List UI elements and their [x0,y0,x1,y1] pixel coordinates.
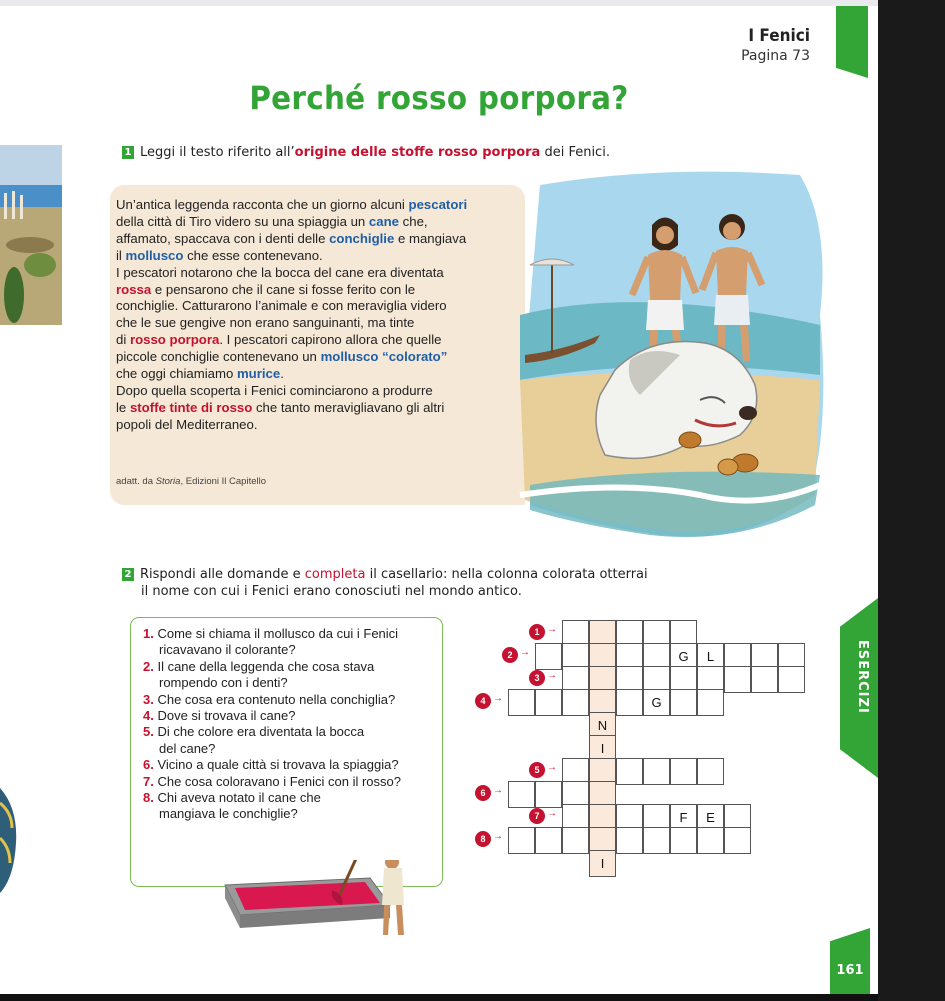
crossword-number-marker: 3 [529,670,545,686]
crossword-number-marker: 2 [502,647,518,663]
crossword-cell[interactable] [670,827,697,854]
exercise-1-number: 1 [122,146,134,159]
question-1: 1. Come si chiama il mollusco da cui i Fenici [143,626,399,641]
exercises-label: ESERCIZI [855,640,870,714]
question-3: 3. Che cosa era contenuto nella conchiglia? [143,691,396,707]
questions-list: 1. Come si chiama il mollusco da cui i Fenici ricavavano il colorante? 2. Il cane della leggenda che cosa stava rompendo con i denti? 3. Che cosa era contenuto nella conchiglia? 4. Dove si trovava il cane? 5. Di che colore era diventata la bocca del cane? 6. Vicino a quale città si trovava la spiaggia? 7. Che cosa coloravano i Fenici con il rosso? 8. Chi aveva notato il cane che mangiava le conchiglie? [143,626,443,823]
crossword-cell[interactable] [643,827,670,854]
crossword-cell[interactable] [616,689,643,716]
crossword-cell[interactable]: F [670,804,697,831]
crossword-cell[interactable] [697,827,724,854]
arrow-right-icon: → [493,831,503,842]
question-6: 6. Vicino a quale città si trovava la spiaggia? [143,757,399,773]
crossword-number-marker: 5 [529,762,545,778]
dye-vat-illustration [220,860,430,940]
page-bottom-edge [0,994,878,1001]
crossword-cell[interactable] [778,666,805,693]
fishermen-dog-illustration [500,165,830,545]
ruins-photo [0,145,62,325]
crossword-cell[interactable] [562,689,589,716]
crossword-cell[interactable] [724,666,751,693]
question-4: 4. Dove si trovava il cane? [143,708,296,724]
exercise-2-number: 2 [122,568,134,581]
crossword-cell[interactable] [508,781,535,808]
arrow-right-icon: → [493,785,503,796]
crossword-cell[interactable] [697,758,724,785]
crossword-cell[interactable] [670,689,697,716]
story-source: adatt. da Storia, Edizioni Il Capitello [116,476,266,487]
crossword-cell[interactable] [535,781,562,808]
crossword-cell[interactable] [643,758,670,785]
crossword-cell[interactable] [508,689,535,716]
crossword-cell[interactable]: N [589,712,616,739]
crossword-cell[interactable] [616,827,643,854]
question-5: 5. Di che colore era diventata la bocca [143,724,365,740]
crossword-cell[interactable] [508,827,535,854]
crossword-cell[interactable] [535,827,562,854]
chapter-title: I Fenici [748,26,810,46]
story-text: Un’antica leggenda racconta che un giorno alcuni pescatori della città di Tiro videro su una spiaggia un cane che, affamato, spaccava con i denti delle conchiglie e mangiava il mollusco che esse contenevano. I pescatori notarono che la bocca del cane era diventata rossa e pensarono che il cane si fosse ferito con le conchiglie. Catturarono l’animale e con meraviglia videro che le sue gengive non erano sanguinanti, ma tinte di rosso porpora. I pescatori capirono allora che quelle piccole conchiglie contenevano un mollusco “colorato” che oggi chiamiamo murice. Dopo quella scoperta i Fenici cominciarono a produrre le stoffe tinte di rosso che tanto meravigliavano gli altri popoli del Mediterraneo. [116,197,468,432]
question-7: 7. Che cosa coloravano i Fenici con il rosso? [143,773,401,789]
arrow-right-icon: → [547,762,557,773]
crossword-number-marker: 4 [475,693,491,709]
crossword-cell[interactable]: I [589,735,616,762]
crossword-number-marker: 1 [529,624,545,640]
exercise-1-instruction: 1 Leggi il testo riferito all’origine delle stoffe rosso porpora dei Fenici. [122,144,610,161]
crossword-number-marker: 7 [529,808,545,824]
arrow-right-icon: → [547,808,557,819]
crossword-cell[interactable] [697,689,724,716]
crossword-cell[interactable] [616,758,643,785]
arrow-right-icon: → [547,624,557,635]
crossword-number-marker: 6 [475,785,491,801]
crossword-cell[interactable]: G [643,689,670,716]
crossword-cell[interactable]: I [589,850,616,877]
crossword-cell[interactable] [562,827,589,854]
arrow-right-icon: → [520,647,530,658]
page-reference: Pagina 73 [741,48,810,64]
crossword-number-marker: 8 [475,831,491,847]
viewer-border [878,0,945,1001]
question-8: 8. Chi aveva notato il cane che [143,790,321,806]
exercise-2-instruction: 2 Rispondi alle domande e completa il casellario: nella colonna colorata otterrai il nome con cui i Fenici erano conosciuti nel mondo antico. [122,566,648,600]
crossword-cell[interactable]: E [697,804,724,831]
page-number-tab [830,928,870,994]
crossword-cell[interactable]: L [697,643,724,670]
chapter-tab [836,6,868,78]
crossword-cell[interactable]: G [670,643,697,670]
top-edge [0,0,878,6]
crossword-cell[interactable] [670,758,697,785]
page-title: Perché rosso porpora? [249,79,629,117]
crossword-cell[interactable] [535,643,562,670]
crossword-cell[interactable] [724,827,751,854]
arrow-right-icon: → [493,693,503,704]
vase-fragment [0,788,20,893]
crossword-cell[interactable] [535,689,562,716]
arrow-right-icon: → [547,670,557,681]
question-2: 2. Il cane della leggenda che cosa stava [143,658,375,674]
crossword-cell[interactable] [751,666,778,693]
page-number: 161 [836,963,864,978]
